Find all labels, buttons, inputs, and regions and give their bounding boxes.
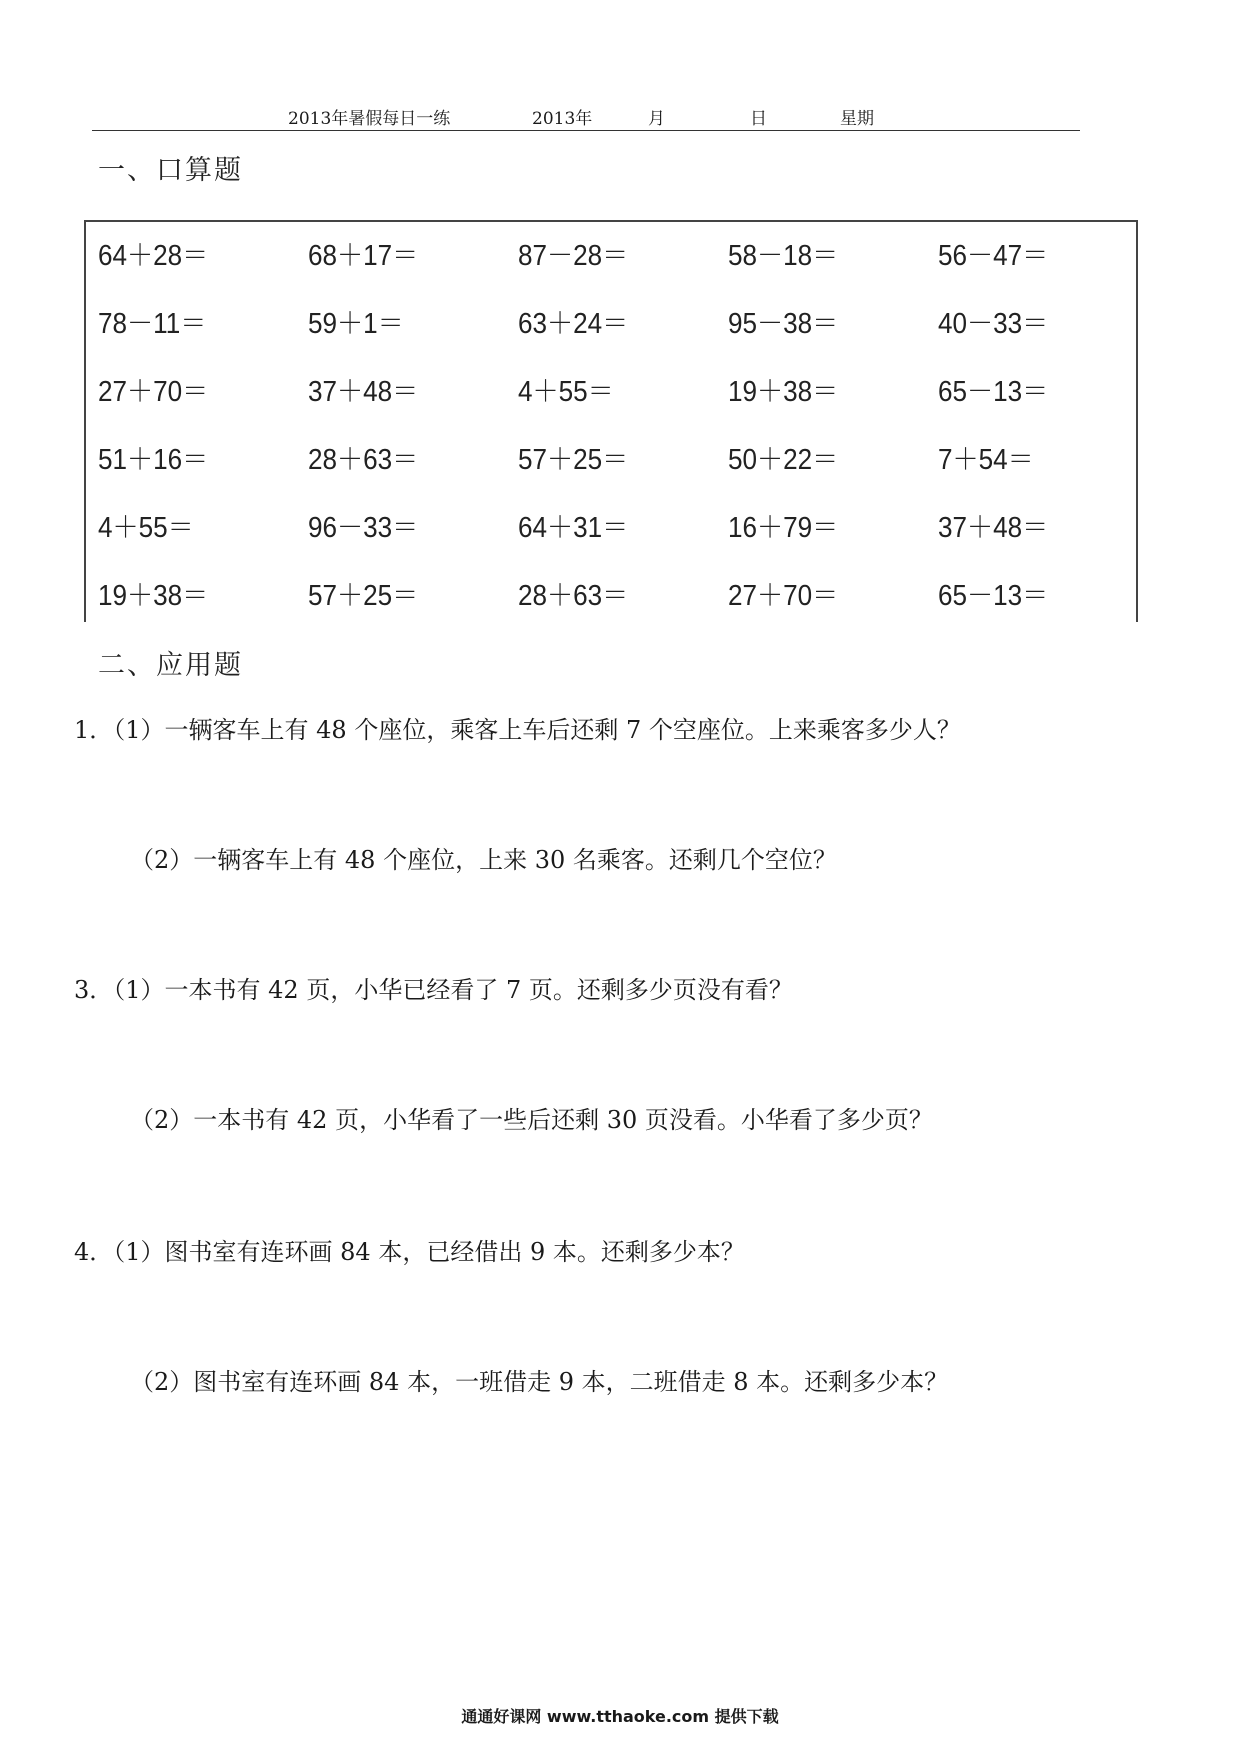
calc-item: 37＋48＝ <box>938 512 1049 544</box>
problem-3-part-1: 3．（1）一本书有 42 页，小华已经看了 7 页。还剩多少页没有看？ <box>74 976 793 1004</box>
calc-item: 65－13＝ <box>938 580 1049 612</box>
calc-item: 96－33＝ <box>308 512 419 544</box>
calc-item: 68＋17＝ <box>308 240 419 272</box>
calc-item: 16＋79＝ <box>728 512 839 544</box>
calc-item: 63＋24＝ <box>518 308 629 340</box>
calc-item: 65－13＝ <box>938 376 1049 408</box>
section-title-mental-math: 一、口算题 <box>98 155 243 186</box>
calc-item: 64＋28＝ <box>98 240 209 272</box>
calc-item: 7＋54＝ <box>938 444 1034 476</box>
calc-item: 19＋38＝ <box>728 376 839 408</box>
calc-item: 27＋70＝ <box>728 580 839 612</box>
calc-item: 4＋55＝ <box>518 376 614 408</box>
calc-item: 28＋63＝ <box>518 580 629 612</box>
date-month: 月 <box>648 109 665 129</box>
date-year: 2013年 <box>532 109 593 129</box>
date-weekday: 星期 <box>840 109 874 129</box>
calc-item: 50＋22＝ <box>728 444 839 476</box>
calc-item: 40－33＝ <box>938 308 1049 340</box>
calc-item: 56－47＝ <box>938 240 1049 272</box>
calc-item: 78－11＝ <box>98 308 207 340</box>
mental-math-grid <box>98 236 1128 644</box>
section-title-word-problems: 二、应用题 <box>98 650 243 681</box>
worksheet-title: 2013年暑假每日一练 <box>288 109 451 129</box>
calc-item: 87－28＝ <box>518 240 629 272</box>
calc-item: 57＋25＝ <box>518 444 629 476</box>
calc-item: 59＋1＝ <box>308 308 404 340</box>
calc-item: 19＋38＝ <box>98 580 209 612</box>
calc-item: 64＋31＝ <box>518 512 629 544</box>
problem-1-part-1: 1．（1）一辆客车上有 48 个座位，乘客上车后还剩 7 个空座位。上来乘客多少人？ <box>74 716 961 744</box>
problem-3-part-2: （2）一本书有 42 页，小华看了一些后还剩 30 页没看。小华看了多少页？ <box>130 1106 933 1134</box>
calc-item: 27＋70＝ <box>98 376 209 408</box>
calc-item: 51＋16＝ <box>98 444 209 476</box>
calc-item: 4＋55＝ <box>98 512 194 544</box>
problem-4-part-1: 4．（1）图书室有连环画 84 本，已经借出 9 本。还剩多少本？ <box>74 1238 745 1266</box>
calc-item: 58－18＝ <box>728 240 839 272</box>
date-day: 日 <box>750 109 767 129</box>
problem-1-part-2: （2）一辆客车上有 48 个座位，上来 30 名乘客。还剩几个空位？ <box>130 846 837 874</box>
calc-item: 28＋63＝ <box>308 444 419 476</box>
worksheet-header <box>92 100 1080 131</box>
calc-item: 95－38＝ <box>728 308 839 340</box>
mental-math-box <box>84 220 1138 622</box>
calc-item: 57＋25＝ <box>308 580 419 612</box>
problem-4-part-2: （2）图书室有连环画 84 本，一班借走 9 本，二班借走 8 本。还剩多少本？ <box>130 1368 949 1396</box>
calc-item: 37＋48＝ <box>308 376 419 408</box>
footer-source: 通通好课网 www.tthaoke.com 提供下载 <box>461 1707 779 1726</box>
